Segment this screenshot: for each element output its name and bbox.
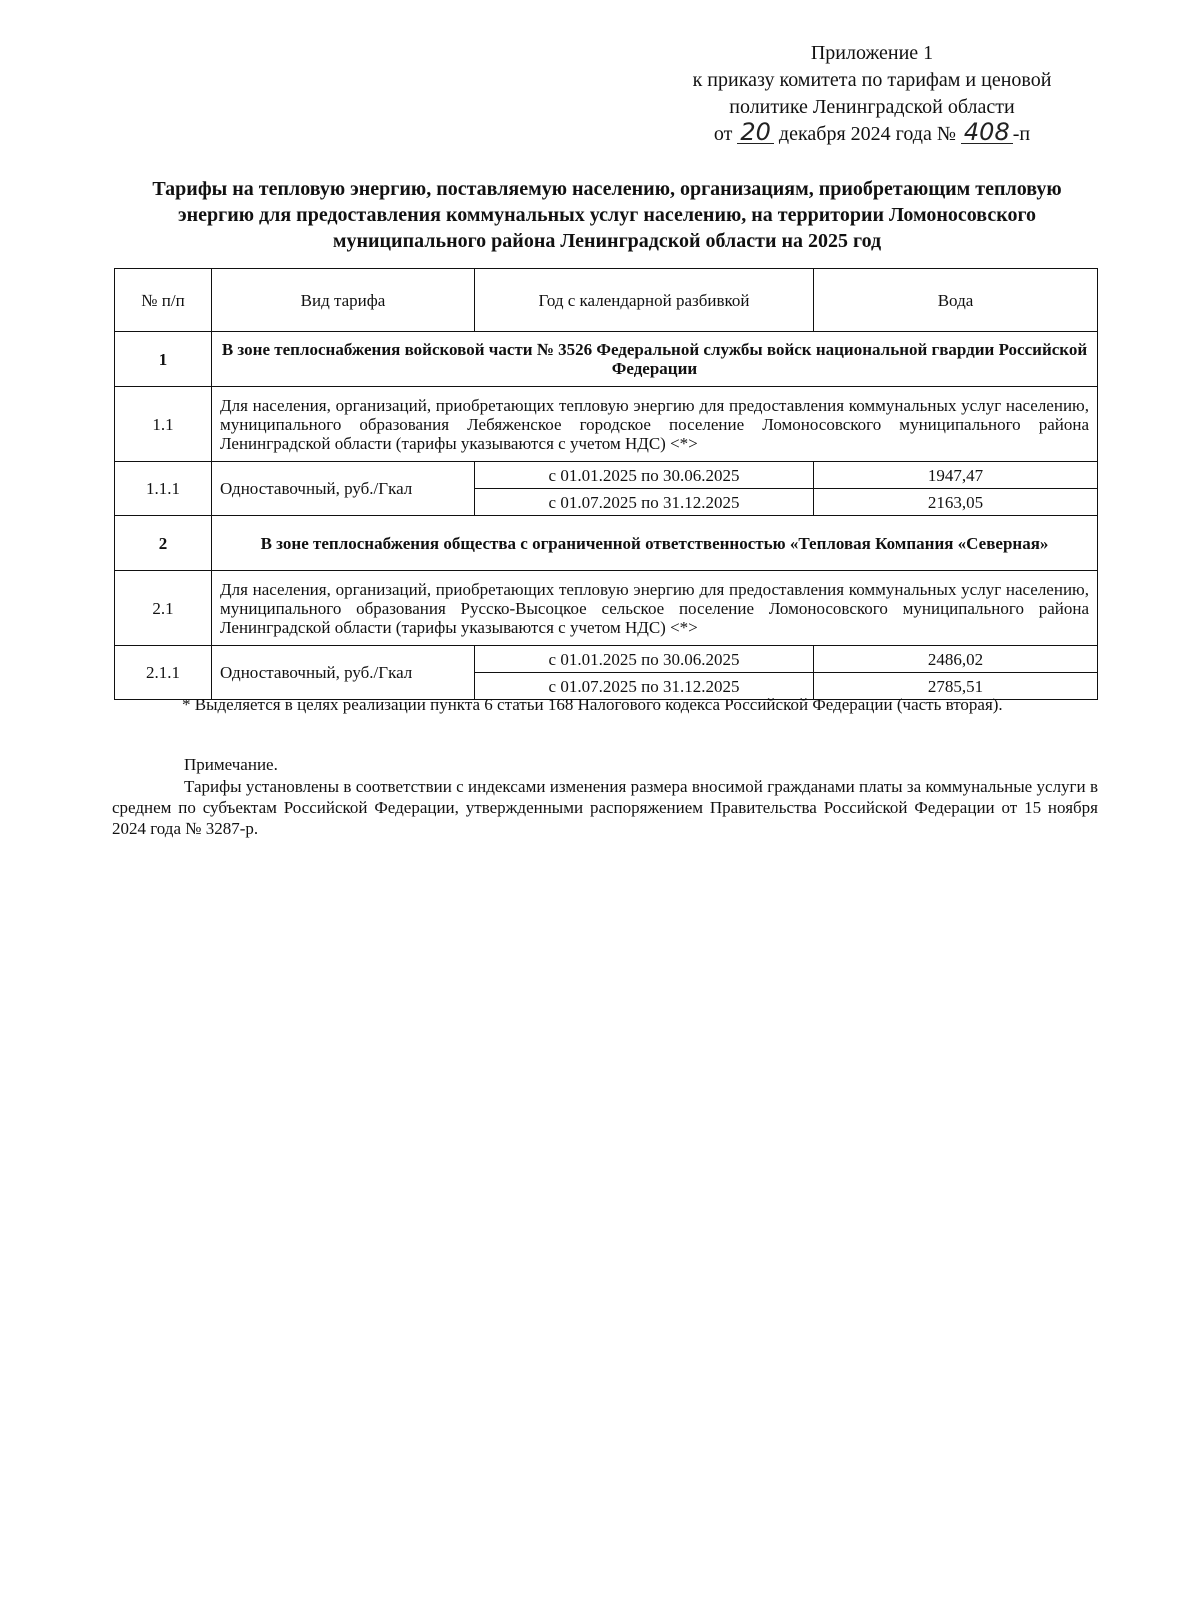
section-title: В зоне теплоснабжения общества с ограниченной ответственностью «Тепловая Компания «Северная» xyxy=(212,516,1098,571)
subsection-row xyxy=(115,571,1098,646)
tariff-value: 2163,05 xyxy=(814,489,1098,516)
handwritten-number: 408 xyxy=(961,121,1013,144)
annex-line-3: политике Ленинградской области xyxy=(729,96,1015,118)
section-title: В зоне теплоснабжения войсковой части № 3526 Федеральной службы войск национальной гвардии Российской Федерации xyxy=(212,332,1098,387)
tariff-value: 2785,51 xyxy=(814,673,1098,700)
period-cell: с 01.07.2025 по 31.12.2025 xyxy=(475,489,814,516)
section-row xyxy=(115,516,1098,571)
annex-line-1: Приложение 1 xyxy=(810,42,934,64)
section-number: 2 xyxy=(115,516,212,571)
footnote: * Выделяется в целях реализации пункта 6 статьи 168 Налогового кодекса Российской Федерации (часть вторая). xyxy=(182,695,1003,714)
subsection-text: Для населения, организаций, приобретающих тепловую энергию для предоставления коммунальных услуг населению, муниципального образования Лебяженское городское поселение Ломоносовского муниципального района Ленинградской области (тарифы указываются с учетом НДС) <*> xyxy=(212,387,1098,462)
document-title: Тарифы на тепловую энергию, поставляемую населению, организациям, приобретающим тепловую энергию для предоставления коммунальных услуг населению, на территории Ломоносовского муниципального района Ленинградской области на 2025 год xyxy=(152,178,1062,252)
tariff-value: 2486,02 xyxy=(814,646,1098,673)
date-prefix: от xyxy=(713,123,733,145)
annex-date-line xyxy=(612,118,1132,148)
annex-line-2: к приказу комитета по тарифам и ценовой xyxy=(692,69,1052,91)
header-number: № п/п xyxy=(115,269,212,332)
tariff-row xyxy=(115,462,1098,489)
subsection-text: Для населения, организаций, приобретающих тепловую энергию для предоставления коммунальных услуг населению, муниципального образования Русско-Высоцкое сельское поселение Ломоносовского муниципального района Ленинградской области (тарифы указываются с учетом НДС) <*> xyxy=(212,571,1098,646)
tariff-row-number: 1.1.1 xyxy=(115,462,212,516)
tariff-table xyxy=(114,268,1098,700)
note-text: Тарифы установлены в соответствии с индексами изменения размера вносимой гражданами платы за коммунальные услуги в среднем по субъектам Российской Федерации, утвержденными распоряжением Правительства Российской Федерации от 15 ноября 2024 года № 3287-р. xyxy=(112,777,1098,838)
period-cell: с 01.01.2025 по 30.06.2025 xyxy=(475,646,814,673)
header-period: Год с календарной разбивкой xyxy=(475,269,814,332)
period-cell: с 01.07.2025 по 31.12.2025 xyxy=(475,673,814,700)
period-cell: с 01.01.2025 по 30.06.2025 xyxy=(475,462,814,489)
subsection-number: 1.1 xyxy=(115,387,212,462)
section-number: 1 xyxy=(115,332,212,387)
tariff-value: 1947,47 xyxy=(814,462,1098,489)
note-title: Примечание. xyxy=(184,755,278,774)
header-water: Вода xyxy=(814,269,1098,332)
header-tariff-type: Вид тарифа xyxy=(212,269,475,332)
date-middle: декабря 2024 года № xyxy=(778,123,956,145)
tariff-type: Одноставочный, руб./Гкал xyxy=(212,462,475,516)
annex-header xyxy=(612,40,1132,148)
section-row xyxy=(115,332,1098,387)
tariff-row xyxy=(115,646,1098,673)
subsection-row xyxy=(115,387,1098,462)
subsection-number: 2.1 xyxy=(115,571,212,646)
table-header-row xyxy=(115,269,1098,332)
tariff-type: Одноставочный, руб./Гкал xyxy=(212,646,475,700)
handwritten-day: 20 xyxy=(737,121,774,144)
number-suffix: -п xyxy=(1012,123,1031,145)
tariff-row-number: 2.1.1 xyxy=(115,646,212,700)
